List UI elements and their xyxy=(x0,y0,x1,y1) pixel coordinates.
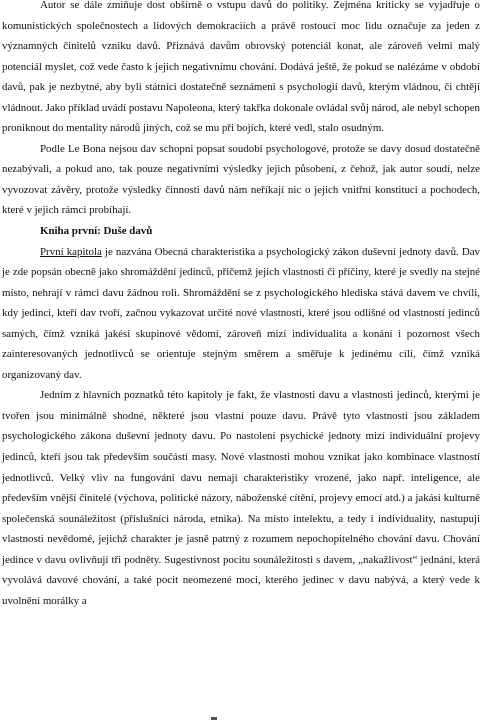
paragraph-chapter-one xyxy=(2,242,480,386)
paragraph-politics: Autor se dále zmiňuje dost obšírně o vstupu davů do politiky. Zejména kriticky se vyjadřuje o komunistických společnostech a lidových demokraciích a právě rostoucí moc lidu označuje za jeden z významných činitelů vzniku davů. Přiznává davům obrovský potenciál konat, ale zároveň velmi malý potenciál myslet, což vede často k jejich negativnímu chování. Dodává ještě, že pokud se nalézáme v období davů, pak je nezbytné, aby byli státníci dostatečně seznámeni s psychologií davů, kterým vládnou, či chtějí vládnout. Jako příklad uvádí postavu Napoleona, který takřka dokonale ovládal svůj národ, ale nebyl schopen proniknout do mentality národů jiných, což se mu při bojích, které vedl, stalo osudným. xyxy=(2,0,480,135)
section-heading: Kniha první: Duše davů xyxy=(40,225,153,238)
paragraph-psychologists: Podle Le Bona nejsou dav schopni popsat soudobí psychologové, protože se davy dosud dostatečně nezabývali, a pokud ano, tak pouze negativními výsledky jejich působení, z čehož, jak autor soudí, nelze vyvozovat závěry, protože výsledky činnosti davů nám neříkají nic o jejich vnitřní konstituci a pochodech, které v jejich rámci probíhají. xyxy=(2,142,480,217)
chapter-link: První kapitola xyxy=(40,245,102,258)
chapter-description: je nazvána Obecná charakteristika a psychologický zákon duševní jednoty davů. Dav je zde popsán obecně jako shromáždění jedinců, přičemž jejich vlastnosti či příčiny, které je svedly na stejné místo, nehrají v rámci davu žádnou roli. Shromáždění se z psychologického hlediska stává davem ve chvíli, kdy jedinci, kteří dav tvoří, začnou vykazovat určité nové vlastnosti, které jsou odlišné od vlastností jedinců samých, čímž vzniká jakési skupinové vědomí, zároveň mizí individualita a konání i pozornost všech zainteresovaných jednotlivců se orientuje stejným směrem a směřuje k jedinému cíli, čímž vzniká organizovaný dav. xyxy=(2,245,480,381)
page-edge-mark xyxy=(211,717,217,720)
paragraph-findings: Jedním z hlavních poznatků této kapitoly je fakt, že vlastnosti davu a vlastnosti jedinců, kterými je tvořen jsou minimálně shodné, některé jsou vlastní pouze davu. Právě tyto vlastnosti jsou základem psychologického zákona duševní jednoty davu. Po nastolení psychické jednoty mizí individuální projevy jedinců, kteří jsou tak především součástí masy. Nové vlastnosti mohou vznikat jako kombinace vlastností jednotlivců. Velký vliv na fungování davu nemají charakteristiky vrozené, jako např. inteligence, ale především vnější činitelé (výchova, politické názory, náboženské cítění, projevy emocí atd.) a jakási kulturně společenská sounáležitost (příslušníci národa, etnika). Na místo intelektu, a tedy i individuality, nastupují vlastnosti nevědomé, jejichž charakter je jasně patrný z rozumem nepochopitelného chování davu. Chování jedince v davu ovlivňují tři podněty. Sugestivnost pocitu sounáležitosti s davem, „nakažlivost“ jednání, která vyvolává davové chování, a také pocit neomezené moci, kterého jedinec v davu nabývá, a který vede k uvolnění morálky a xyxy=(2,389,480,607)
